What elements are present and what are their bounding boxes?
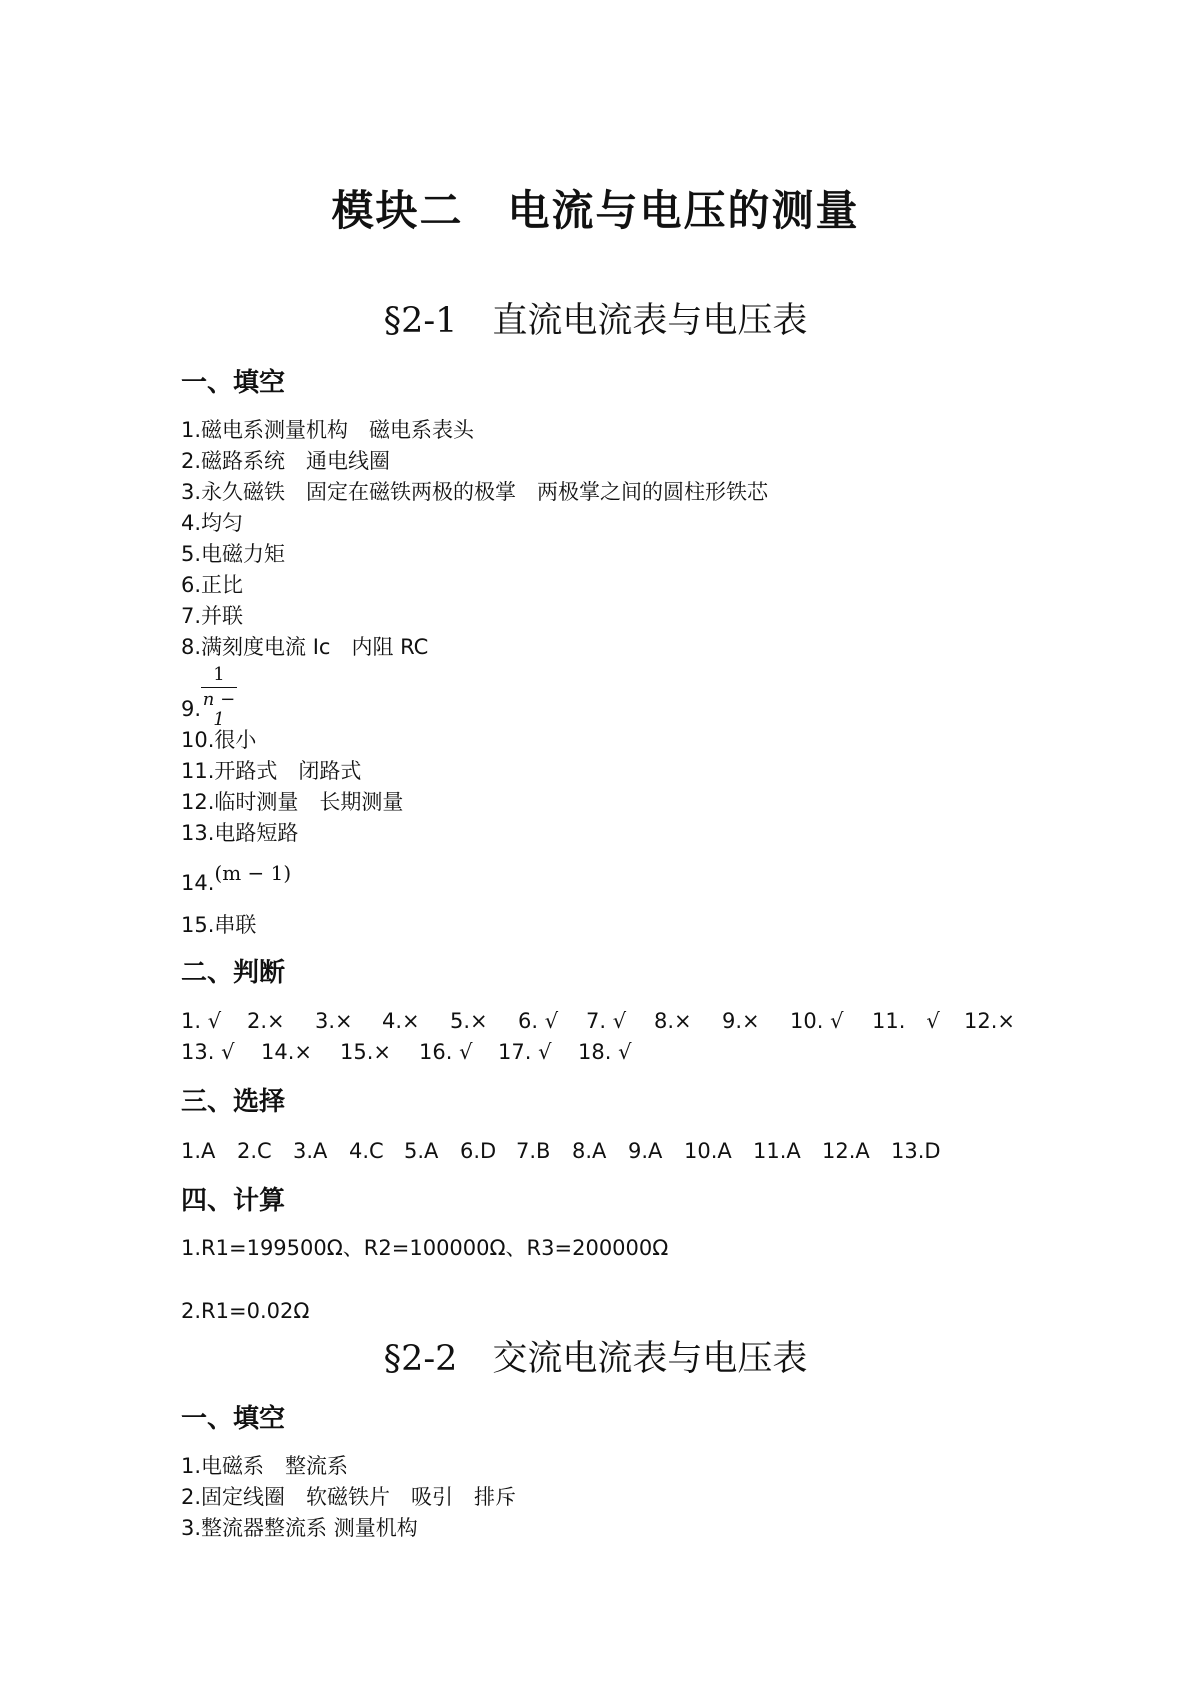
judge-answer: 8.× (654, 1009, 692, 1033)
judge-answer: 13. √ (181, 1040, 235, 1064)
choice-answer: 12.A (822, 1139, 870, 1163)
judge-answer: 7. √ (586, 1009, 627, 1033)
fraction-denominator: n − 1 (202, 689, 236, 730)
answer-line: 13.电路短路 (181, 821, 299, 845)
choice-answer: 10.A (684, 1139, 732, 1163)
formula-expression: (m − 1) (214, 861, 292, 885)
answer-line: 2.固定线圈 软磁铁片 吸引 排斥 (181, 1485, 517, 1509)
choice-row (181, 1136, 941, 1166)
answer-line: 7.并联 (181, 604, 244, 628)
answer-line: 8.满刻度电流 Ic 内阻 RC (181, 635, 429, 659)
answer-line: 12.临时测量 长期测量 (181, 790, 404, 814)
judge-row-1 (181, 1006, 1015, 1036)
fraction-formula (201, 664, 237, 730)
choice-answer: 9.A (628, 1139, 663, 1163)
answer-line: 6.正比 (181, 573, 244, 597)
section-heading-2-1: §2-1 直流电流表与电压表 (383, 301, 808, 341)
answer-line: 2.磁路系统 通电线圈 (181, 449, 391, 473)
answer-prefix: 14. (181, 871, 215, 895)
answer-line-14 (181, 861, 292, 898)
page-title: 模块二 电流与电压的测量 (331, 186, 860, 235)
answer-line: 1.磁电系测量机构 磁电系表头 (181, 418, 475, 442)
answer-line: 4.均匀 (181, 511, 244, 535)
choice-answer: 7.B (516, 1139, 551, 1163)
answer-line-9: 9. (181, 697, 202, 721)
fraction-numerator: 1 (213, 664, 225, 685)
answer-line: 3.整流器整流系 测量机构 (181, 1516, 418, 1540)
judge-answer: 17. √ (498, 1040, 552, 1064)
fill-heading: 一、填空 (181, 368, 286, 398)
calc-heading: 四、计算 (181, 1186, 286, 1216)
answer-line: 11.开路式 闭路式 (181, 759, 362, 783)
calc-answer: 2.R1=0.02Ω (181, 1299, 310, 1323)
fill-heading: 一、填空 (181, 1404, 286, 1434)
judge-answer: 10. √ (790, 1009, 844, 1033)
choice-answer: 5.A (404, 1139, 439, 1163)
judge-row-2 (181, 1037, 631, 1067)
choice-answer: 3.A (293, 1139, 328, 1163)
judge-answer: 3.× (315, 1009, 353, 1033)
calc-answer: 1.R1=199500Ω、R2=100000Ω、R3=200000Ω (181, 1236, 669, 1260)
choice-answer: 2.C (237, 1139, 272, 1163)
judge-answer: 2.× (247, 1009, 285, 1033)
judge-answer: 9.× (722, 1009, 760, 1033)
choice-answer: 8.A (572, 1139, 607, 1163)
choice-answer: 6.D (460, 1139, 497, 1163)
judge-answer: 16. √ (419, 1040, 473, 1064)
judge-answer: 15.× (340, 1040, 391, 1064)
judge-answer: 5.× (450, 1009, 488, 1033)
judge-answer: 18. √ (578, 1040, 632, 1064)
fraction-bar (201, 687, 237, 688)
judge-answer: 12.× (964, 1009, 1015, 1033)
choice-answer: 13.D (891, 1139, 941, 1163)
choice-answer: 4.C (349, 1139, 384, 1163)
judge-answer: 1. √ (181, 1009, 222, 1033)
choice-answer: 11.A (753, 1139, 801, 1163)
answer-line: 15.串联 (181, 913, 257, 937)
answer-line: 3.永久磁铁 固定在磁铁两极的极掌 两极掌之间的圆柱形铁芯 (181, 480, 769, 504)
judge-heading: 二、判断 (181, 958, 286, 988)
choice-heading: 三、选择 (181, 1087, 286, 1117)
answer-line: 1.电磁系 整流系 (181, 1454, 349, 1478)
judge-answer: 14.× (261, 1040, 312, 1064)
answer-line: 5.电磁力矩 (181, 542, 286, 566)
choice-answer: 1.A (181, 1139, 216, 1163)
judge-answer: 11. √ (872, 1009, 940, 1033)
answer-line: 10.很小 (181, 728, 257, 752)
judge-answer: 4.× (382, 1009, 420, 1033)
section-heading-2-2: §2-2 交流电流表与电压表 (383, 1339, 808, 1379)
judge-answer: 6. √ (518, 1009, 559, 1033)
